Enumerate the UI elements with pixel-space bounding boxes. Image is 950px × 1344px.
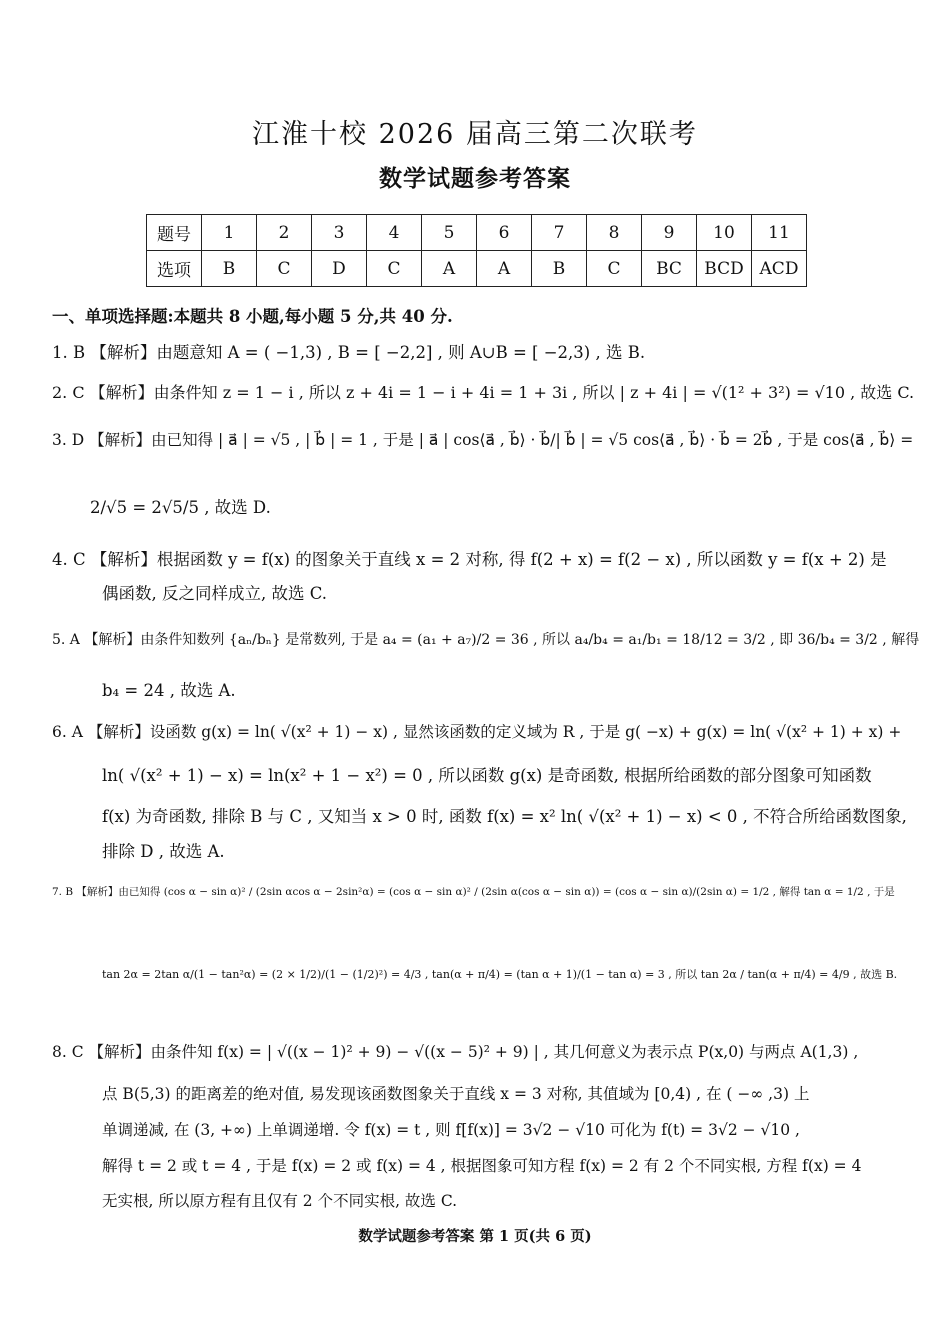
solution-8-cont-3: 解得 t = 2 或 t = 4 , 于是 f(x) = 2 或 f(x) = 4 , 根据图象可知方程 f(x) = 2 有 2 个不同实根, 方程 f(x) = 4 [102,1157,862,1175]
solution-8-cont-4: 无实根, 所以原方程有且仅有 2 个不同实根, 故选 C. [102,1192,458,1210]
cell-number: 6 [477,215,532,251]
cell-number: 1 [202,215,257,251]
cell-number: 3 [312,215,367,251]
solution-6-cont-3: 排除 D , 故选 A. [102,842,225,861]
cell-answer: C [367,251,422,287]
solution-8-cont-1: 点 B(5,3) 的距离差的绝对值, 易发现该函数图象关于直线 x = 3 对称, 其值域为 [0,4) , 在 ( −∞ ,3) 上 [102,1085,810,1103]
page-footer: 数学试题参考答案 第 1 页(共 6 页) [358,1228,592,1245]
solution-6-cont-1: ln( √(x² + 1) − x) = ln(x² + 1 − x²) = 0 , 所以函数 g(x) 是奇函数, 根据所给函数的部分图象可知函数 [102,766,872,785]
solution-4: 4. C 【解析】根据函数 y = f(x) 的图象关于直线 x = 2 对称, 得 f(2 + x) = f(2 − x) , 所以函数 y = f(x + 2) 是 [52,550,887,569]
solution-5-cont: b₄ = 24 , 故选 A. [102,681,236,700]
cell-answer: ACD [752,251,807,287]
cell-number: 9 [642,215,697,251]
cell-number: 8 [587,215,642,251]
cell-number: 10 [697,215,752,251]
cell-answer: C [257,251,312,287]
answer-table-number-row [147,215,807,251]
solution-6-cont-2: f(x) 为奇函数, 排除 B 与 C , 又知当 x > 0 时, 函数 f(x) = x² ln( √(x² + 1) − x) < 0 , 不符合所给函数图象, [102,807,907,826]
solution-3-cont: 2/√5 = 2√5/5 , 故选 D. [90,498,271,517]
solution-8: 8. C 【解析】由条件知 f(x) = | √((x − 1)² + 9) − √((x − 5)² + 9) | , 其几何意义为表示点 P(x,0) 与两点 A(1,3) , [52,1043,859,1061]
cell-number: 4 [367,215,422,251]
cell-number: 5 [422,215,477,251]
solution-1: 1. B 【解析】由题意知 A = ( −1,3) , B = [ −2,2] , 则 A∪B = [ −2,3) , 选 B. [52,343,646,362]
solution-3: 3. D 【解析】由已知得 | a⃗ | = √5 , | b⃗ | = 1 , 于是 | a⃗ | cos⟨a⃗ , b⃗⟩ · b⃗/| b⃗ | = √5 cos⟨a⃗ , b⃗⟩ · b⃗ = 2b⃗ , 于是 cos⟨a⃗ , b⃗⟩ = [52,431,914,449]
solution-7-cont: tan 2α = 2tan α/(1 − tan²α) = (2 × 1/2)/(1 − (1/2)²) = 4/3 , tan(α + π/4) = (tan α + 1)/(1 − tan α) = 3 , 所以 tan 2α / tan(α + π/4) = 4/9 , 故选 B. [102,968,898,981]
row-label-answer: 选项 [147,251,202,287]
solution-6: 6. A 【解析】设函数 g(x) = ln( √(x² + 1) − x) , 显然该函数的定义域为 R , 于是 g( −x) + g(x) = ln( √(x² + 1) + x) + [52,723,902,741]
cell-answer: C [587,251,642,287]
cell-answer: B [202,251,257,287]
cell-answer: BCD [697,251,752,287]
row-label-number: 题号 [147,215,202,251]
cell-number: 7 [532,215,587,251]
cell-answer: A [477,251,532,287]
solution-8-cont-2: 单调递减, 在 (3, +∞) 上单调递增. 令 f(x) = t , 则 f[f(x)] = 3√2 − √10 可化为 f(t) = 3√2 − √10 , [102,1121,800,1139]
section-heading: 一、单项选择题:本题共 8 小题,每小题 5 分,共 40 分. [52,307,453,326]
exam-subtitle: 数学试题参考答案 [379,165,571,192]
cell-answer: BC [642,251,697,287]
answer-table-answer-row [147,251,807,287]
cell-number: 2 [257,215,312,251]
solution-4-cont: 偶函数, 反之同样成立, 故选 C. [102,584,328,603]
solution-2: 2. C 【解析】由条件知 z = 1 − i , 所以 z + 4i = 1 − i + 4i = 1 + 3i , 所以 | z + 4i | = √(1² + 3²) = √10 , 故选 C. [52,383,915,402]
solution-5: 5. A 【解析】由条件知数列 {aₙ/bₙ} 是常数列, 于是 a₄ = (a₁ + a₇)/2 = 36 , 所以 a₄/b₄ = a₁/b₁ = 18/12 = 3/2 , 即 36/b₄ = 3/2 , 解得 [52,632,920,648]
exam-title: 江淮十校 2026 届高三第二次联考 [252,119,698,150]
cell-number: 11 [752,215,807,251]
cell-answer: B [532,251,587,287]
answer-table [146,214,807,287]
solution-7: 7. B 【解析】由已知得 (cos α − sin α)² / (2sin αcos α − 2sin²α) = (cos α − sin α)² / (2sin α(cos α − sin α)) = (cos α − sin α)/(2sin α) = 1/2 , 解得 tan α = 1/2 , 于是 [52,886,895,898]
cell-answer: D [312,251,367,287]
cell-answer: A [422,251,477,287]
